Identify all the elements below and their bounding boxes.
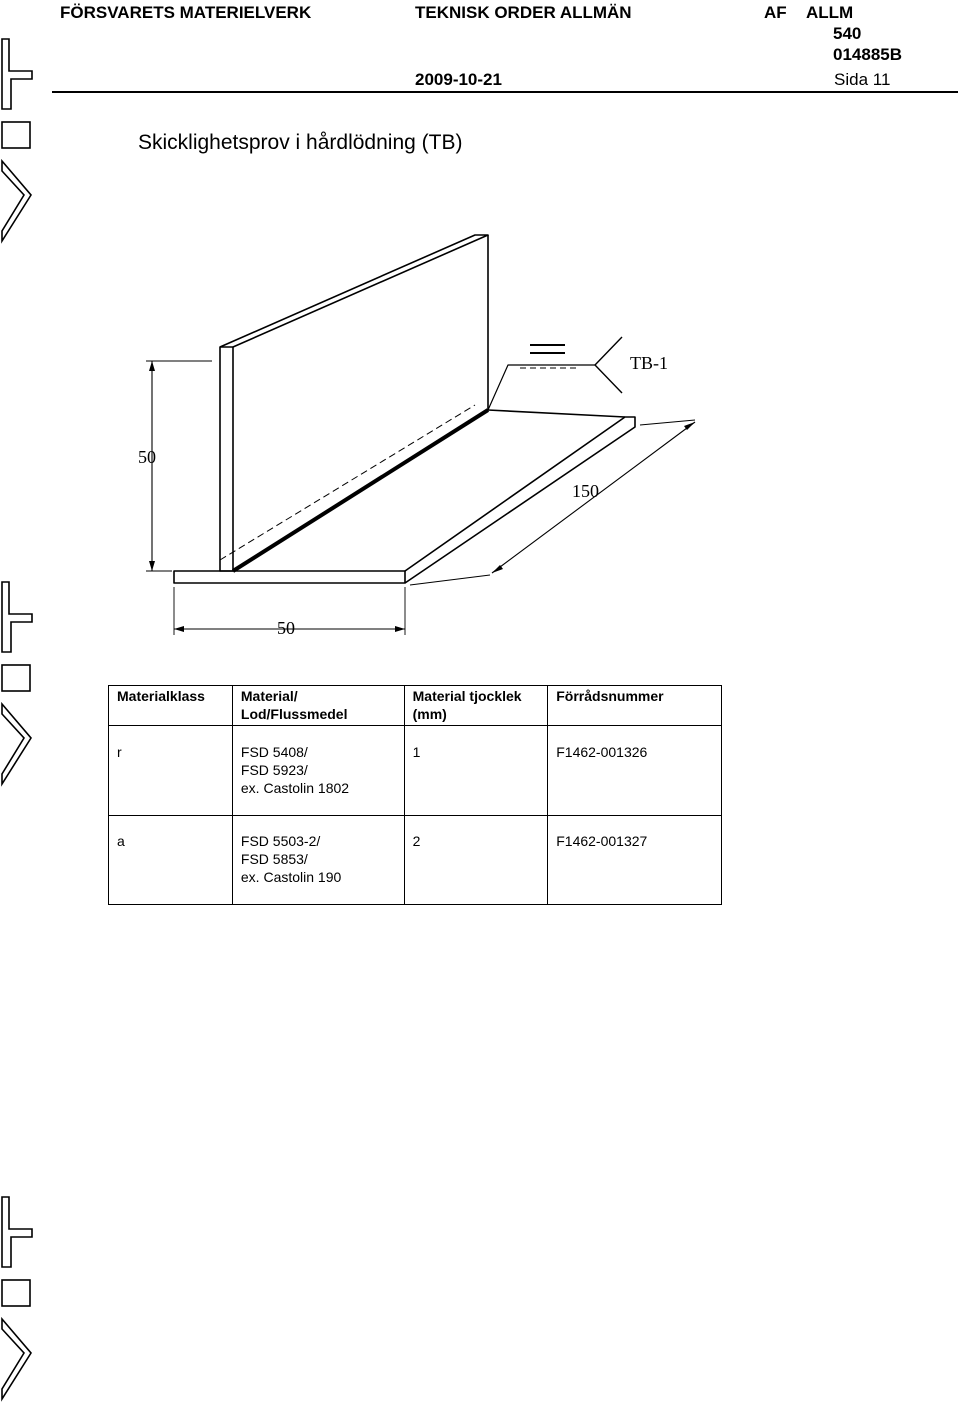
header-rule [52, 91, 958, 93]
hidden-line [220, 405, 475, 560]
table-row [109, 816, 722, 905]
header-material-thickness: Material tjocklek (mm) [404, 686, 548, 726]
weld-symbol-bars [530, 345, 565, 353]
cell-thickness: 2 [404, 816, 548, 905]
header-date: 2009-10-21 [415, 70, 502, 89]
margin-mark-middle [0, 578, 36, 788]
dim-width-arrow-right [395, 626, 405, 632]
dim-length-extension [410, 420, 695, 585]
dim-length-label: 150 [572, 481, 599, 501]
header-page-number: Sida 11 [834, 70, 891, 89]
cell-material: FSD 5503-2/ FSD 5853/ ex. Castolin 190 [232, 816, 404, 905]
weld-symbol-tail [595, 337, 622, 393]
header-stock-number: Förrådsnummer [548, 686, 722, 726]
margin-mark-top [0, 35, 36, 245]
header-number-2: 014885B [833, 45, 903, 64]
cell-stock-number: F1462-001327 [548, 816, 722, 905]
header-code-af: AF [764, 3, 787, 22]
vertical-plate-edge [220, 347, 233, 571]
weld-symbol-label: TB-1 [630, 353, 668, 373]
header-material-solder: Material/ Lod/Flussmedel [232, 686, 404, 726]
dim-height-label: 50 [138, 447, 156, 467]
dim-height-arrow-bottom [149, 561, 155, 571]
header-organization: FÖRSVARETS MATERIELVERK [60, 3, 312, 22]
header-number-1: 540 [833, 24, 862, 43]
page-title: Skicklighetsprov i hårdlödning (TB) [138, 131, 463, 154]
vertical-plate-top [220, 235, 488, 347]
dim-width-arrow-left [174, 626, 184, 632]
dim-width-label: 50 [277, 618, 295, 638]
table-header-row [109, 686, 722, 726]
cell-thickness: 1 [404, 726, 548, 816]
base-plate-back [488, 410, 625, 417]
cell-stock-number: F1462-001326 [548, 726, 722, 816]
tee-joint-drawing [110, 225, 730, 650]
table-row [109, 726, 722, 816]
header-code-allm: ALLM [806, 3, 854, 22]
base-plate-front [174, 571, 405, 583]
dim-height-arrow-top [149, 361, 155, 371]
cell-material: FSD 5408/ FSD 5923/ ex. Castolin 1802 [232, 726, 404, 816]
cell-material-class: a [109, 816, 233, 905]
weld-seam [233, 410, 488, 571]
weld-leader-line [488, 365, 595, 410]
material-table [108, 685, 722, 905]
cell-material-class: r [109, 726, 233, 816]
header-material-class: Materialklass [109, 686, 233, 726]
header-order-type: TEKNISK ORDER ALLMÄN [415, 3, 632, 22]
margin-mark-bottom [0, 1193, 36, 1407]
